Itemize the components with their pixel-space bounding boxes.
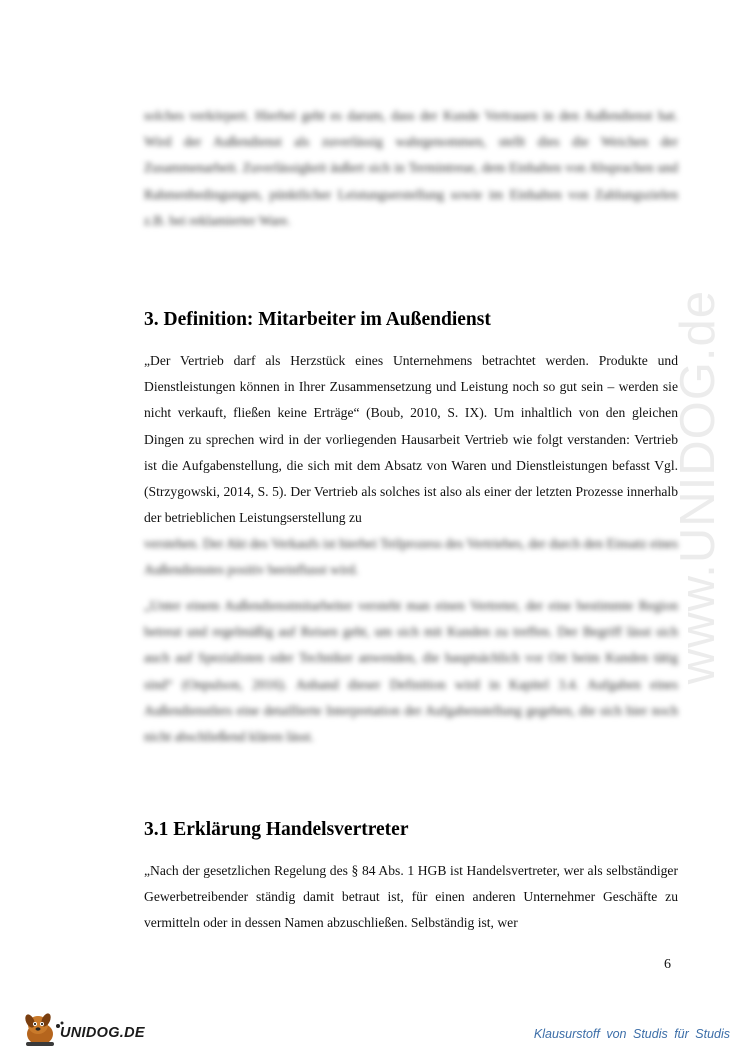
footer-slogan: Klausurstoff von Studis für Studis bbox=[533, 1027, 730, 1041]
blurred-paragraph-top: solches verkörpert. Hierbei geht es darum, dass der Kunde Vertrauen in den Außendienst hat. Wird der Außendienst als zuverlässig wahrgenommen, stellt dies die Weichen der Zusammenarbeit. Zuverlässigkeit äußert sich in Termintreue, dem Einhalten von Absprachen und Rahmenbedingungen, pünktlicher Leistungserstellung sowie im Einhalten von Zahlungszielen z.B. bei reklamierter Ware. bbox=[144, 108, 678, 228]
section-3-paragraph: „Der Vertrieb darf als Herzstück eines Unternehmens betrachtet werden. Produkte und Dienstleistungen können in Ihrer Zusammensetzung und Leistung noch so gut sein – werden sie nicht verkauft, fließen keine Erträge“ (Boub, 2010, S. IX). Um inhaltlich von den gleichen Dingen zu sprechen wird in der vorliegenden Hausarbeit Vertrieb wie folgt verstanden: Vertrieb ist die Aufgabenstellung, die sich mit dem Absatz von Waren und Dienstleistungen befasst Vgl. (Strzygowski, 2014, S. 5). Der Vertrieb als solches ist also als einer der letzten Prozesse innerhalb der betrieblichen Leistungserstellung zu bbox=[144, 353, 678, 526]
blurred-paragraph-quote: „Unter einem Außendienstmitarbeiter versteht man einen Vertreter, der eine bestimmte Region betreut und regelmäßig auf Reisen geht, um sich mit Kunden zu treffen. Der Begriff lässt sich auch auf Spezialisten oder Techniker anwenden, die hauptsächlich vor Ort beim Kunden tätig sind“ (Onpulson, 2016). Anhand dieser Definition wird in Kapitel 3.4. Aufgaben eines Außendienstlers eine detaillierte Interpretation der Aufgabenstellung gegeben, die sich hier noch nicht abschließend klären lässt. bbox=[144, 598, 678, 745]
section-3-1-heading: 3.1 Erklärung Handelsvertreter bbox=[144, 819, 409, 840]
section-3-1-paragraph: „Nach der gesetzlichen Regelung des § 84 Abs. 1 HGB ist Handelsvertreter, wer als selbständiger Gewerbetreibender ständig damit betraut ist, für einen anderen Unternehmer Geschäfte zu vermitteln oder in dessen Namen abzuschließen. Selbständig ist, wer bbox=[144, 863, 678, 931]
logo-text: UNIDOG.DE bbox=[60, 1025, 145, 1041]
section-3-heading: 3. Definition: Mitarbeiter im Außendienst bbox=[144, 309, 491, 330]
blurred-paragraph-continuation: verstehen. Der Akt des Verkaufs ist hierbei Teilprozess des Vertriebes, der durch den Einsatz eines Außendienstes positiv beeinflusst wird. bbox=[144, 536, 678, 578]
page-number: 6 bbox=[664, 957, 671, 972]
watermark: www.UNIDOG.de bbox=[671, 290, 725, 685]
